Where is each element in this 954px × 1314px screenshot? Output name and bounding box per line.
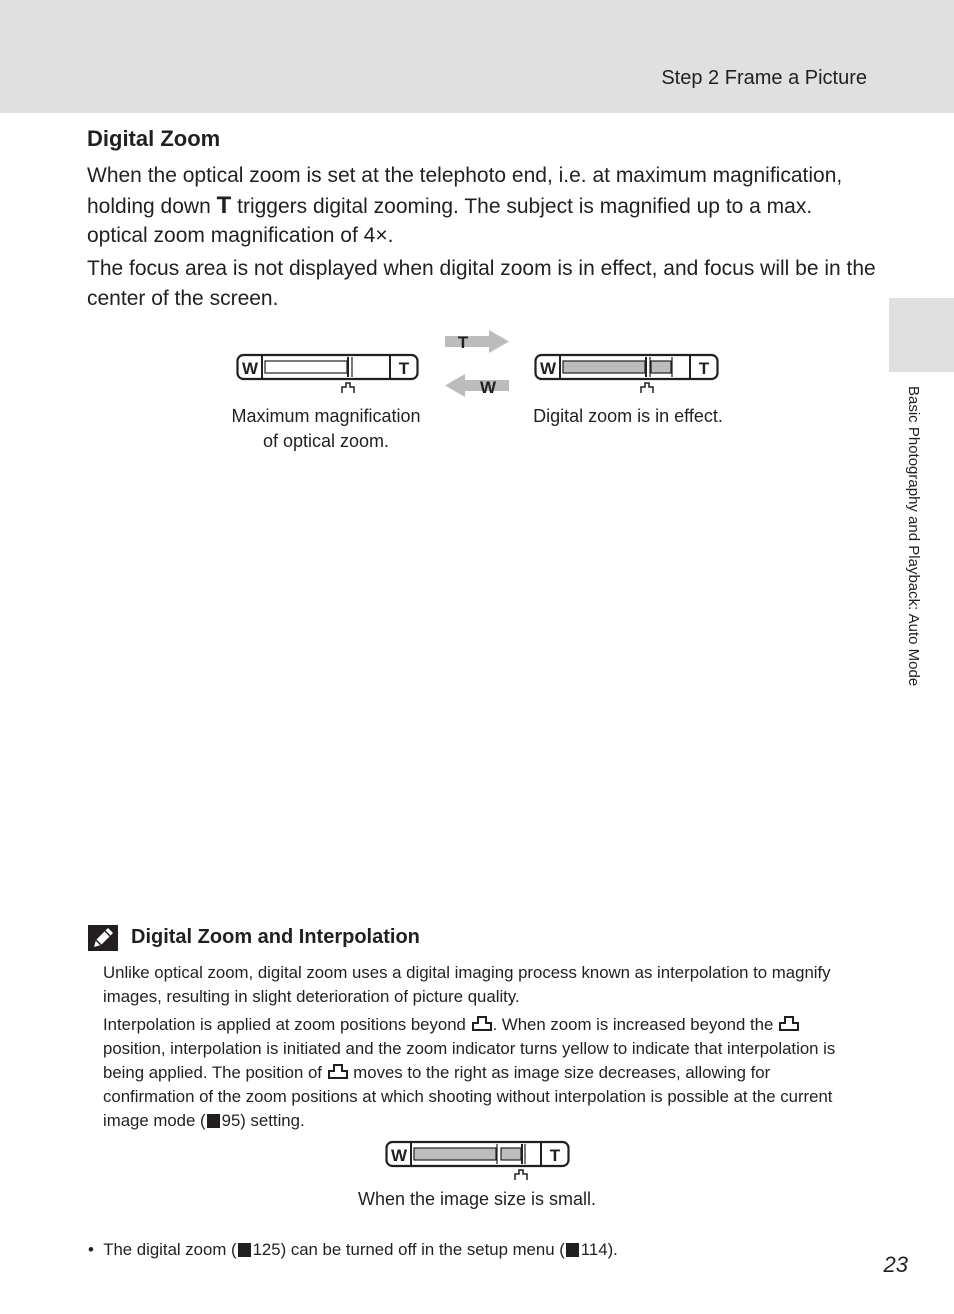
arrow-w-label: W — [479, 378, 497, 397]
page-ref-icon — [566, 1243, 579, 1257]
zoom-bar-optical-max — [236, 352, 420, 394]
interpolation-marker-icon — [778, 1015, 800, 1031]
interpolation-marker-icon — [327, 1063, 349, 1079]
page-number: 23 — [883, 1252, 908, 1277]
bar-w-label: W — [539, 359, 557, 378]
bar-t-label: T — [698, 359, 710, 378]
caption-optical-max: Maximum magnification of optical zoom. — [231, 406, 421, 451]
interpolation-marker-icon — [641, 383, 653, 393]
side-tab-label: Basic Photography and Playback: Auto Mode — [905, 386, 922, 687]
zoom-bar-digital — [534, 352, 720, 394]
digital-zoom-fill — [651, 361, 671, 373]
section-heading: Digital Zoom — [87, 126, 221, 151]
note-paragraph-2: Interpolation is applied at zoom positions beyond . When zoom is increased beyond the position, interpolation is initiated and the zoom indicator turns yellow to indicate that interpolation is being applied. The position of moves to the right as image size decreases, allowing for confirmation of the zoom positions at which shooting without interpolation is possible at the current image mode ( 95) setting. — [103, 1015, 836, 1130]
arrow-t-label: T — [457, 333, 469, 352]
bullet-note: • The digital zoom ( 125) can be turned off in the setup menu ( 114). — [88, 1240, 618, 1259]
zoom-bar-small-image — [385, 1139, 571, 1181]
bar-w-label: W — [390, 1146, 408, 1165]
header-title: Step 2 Frame a Picture — [661, 67, 867, 89]
t-button-glyph: T — [216, 191, 232, 219]
bar-w-label: W — [241, 359, 259, 378]
note-paragraph-1: Unlike optical zoom, digital zoom uses a digital imaging process known as interpolation to magnify images, resulting in slight deterioration of picture quality. — [103, 963, 831, 1006]
note-pencil-icon — [88, 925, 118, 951]
bar-t-label: T — [549, 1146, 561, 1165]
caption-small-image: When the image size is small. — [357, 1189, 597, 1209]
arrow-left-icon — [445, 374, 465, 397]
side-tab — [889, 298, 954, 372]
note-title: Digital Zoom and Interpolation — [131, 926, 420, 948]
arrow-right-icon — [489, 330, 509, 353]
page-ref-icon — [238, 1243, 251, 1257]
interpolation-marker-icon — [471, 1015, 493, 1031]
interpolation-marker-icon — [342, 383, 354, 393]
page-ref-icon — [207, 1114, 220, 1128]
focus-paragraph: The focus area is not displayed when digital zoom is in effect, and focus will be in the center of the screen. — [87, 257, 876, 310]
interpolation-marker-icon — [515, 1170, 527, 1180]
zoom-arrows — [443, 328, 511, 402]
header-band — [0, 0, 954, 113]
intro-paragraph: When the optical zoom is set at the telephoto end, i.e. at maximum magnification, holding down T triggers digital zooming. The subject is magnified up to a max. optical zoom magnification of 4×. — [87, 164, 843, 247]
caption-digital-zoom: Digital zoom is in effect. — [533, 406, 723, 426]
bar-t-label: T — [398, 359, 410, 378]
zoom-fill — [265, 361, 347, 373]
